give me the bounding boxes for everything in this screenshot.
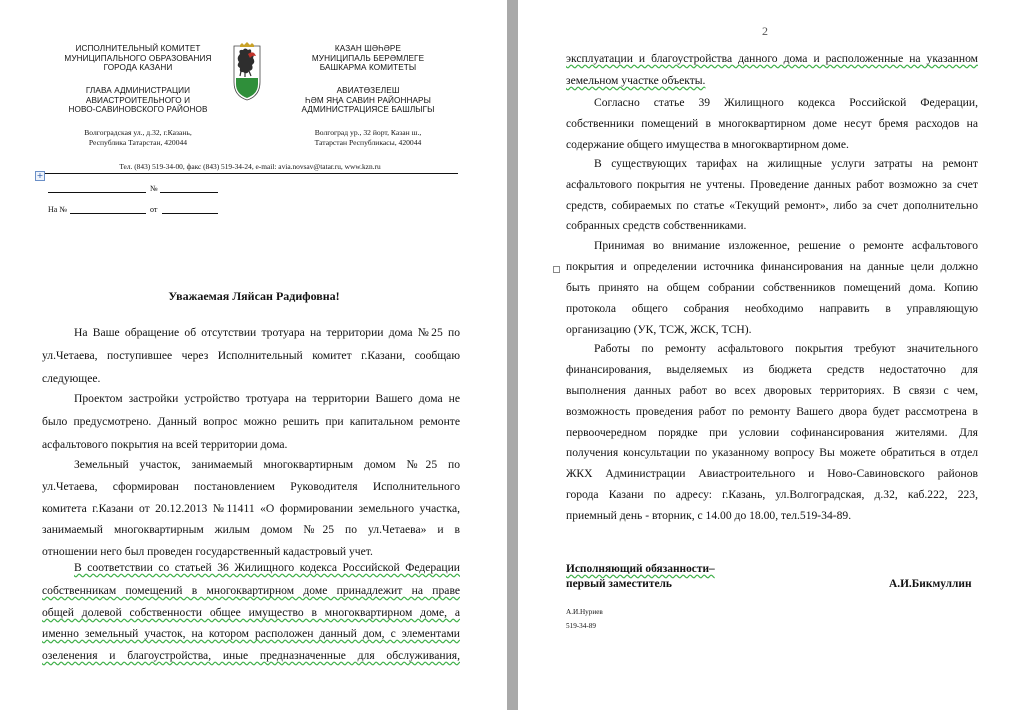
body-line-text: занимаемый многоквартирным жилым домом №25 по ул.Четаева» и в xyxy=(42,523,460,536)
body-line xyxy=(566,52,978,66)
body-line xyxy=(74,392,460,406)
body-line xyxy=(566,178,978,192)
header-right-address-line1: Волгоград ур., 32 йорт, Казан ш., xyxy=(314,128,422,137)
header-left-head-line1: ГЛАВА АДМИНИСТРАЦИИ xyxy=(85,86,191,95)
body-line-text: Земельный участок, занимаемый многоквартирным домом №25 по xyxy=(74,458,460,471)
reg-date-blank xyxy=(48,192,146,193)
body-line xyxy=(566,405,978,419)
body-line-text: содержание общего имущества в многоквартирном доме. xyxy=(566,138,849,151)
header-right-head-line1: АВИАТӨЗЕЛЕШ xyxy=(336,86,400,95)
header-left-address xyxy=(58,128,218,147)
body-line-text: Согласно статье 39 Жилищного кодекса Российской Федерации, xyxy=(594,96,978,109)
signature-title-text-1: Исполняющий обязанности– xyxy=(566,563,715,575)
body-line-text: асфальтового покрытия на всей территории дома. xyxy=(42,438,288,451)
body-line-text: асфальтового покрытия не учтены. Проведение данных работ возможно за счет xyxy=(566,178,978,191)
executor-name: А.И.Нуриев xyxy=(566,608,603,616)
body-line-text: именно земельный участок, на котором расположен данный дом, с элементами xyxy=(42,627,460,640)
body-line-text: протокола общего собрания необходимо направить в управляющую xyxy=(566,302,978,315)
greeting: Уважаемая Ляйсан Радифовна! xyxy=(168,289,340,303)
body-line xyxy=(42,627,460,641)
body-line-text: города Казани по адресу: г.Казань, ул.Волгоградская, д.32, каб.222, 223, xyxy=(566,488,978,501)
header-left-head xyxy=(58,86,218,115)
body-line xyxy=(566,219,746,233)
body-line-text: собственники помещений в многоквартирном доме несут бремя расходов на xyxy=(566,117,978,130)
header-left-org-line1: ИСПОЛНИТЕЛЬНЫЙ КОМИТЕТ xyxy=(75,44,201,53)
header-right-org-line3: БАШКАРМА КОМИТЕТЫ xyxy=(319,63,417,73)
header-left-head-line3: НОВО-САВИНОВСКОГО РАЙОНОВ xyxy=(68,105,208,115)
body-line xyxy=(566,467,978,481)
body-line-text: приемный день - вторник, с 14.00 до 18.00, тел.519-34-89. xyxy=(566,509,852,522)
body-line-text: озеленения и благоустройства, иные предназначенные для обслуживания, xyxy=(42,649,460,662)
body-line-text: первоочередном порядке при условии софинансирования жителями. Для xyxy=(566,426,978,439)
executor-phone: 519-34-89 xyxy=(566,622,596,630)
kazan-coat-of-arms-icon xyxy=(228,42,266,102)
body-line xyxy=(566,117,978,131)
body-line-text: Проектом застройки устройство тротуара на территории Вашего дома не xyxy=(74,392,460,405)
header-right-address xyxy=(282,128,454,147)
body-line-text: эксплуатации и благоустройства данного дома и расположенные на указанном xyxy=(566,52,978,65)
body-line xyxy=(74,326,460,340)
header-right-org-line2: МУНИЦИПАЛЬ БЕРӘМЛЕГЕ xyxy=(311,53,425,63)
body-line xyxy=(594,96,978,110)
body-line xyxy=(42,584,460,598)
reply-date-label: от xyxy=(150,205,158,214)
body-line-text: финансирования, выделяемых из бюджета средств недостаточно для xyxy=(566,363,978,376)
body-line xyxy=(566,199,978,213)
body-line xyxy=(566,363,978,377)
reg-number-blank xyxy=(160,192,218,193)
body-line xyxy=(74,561,460,575)
body-line-text: выполнения данных работ во всех дворовых территориях. В связи с чем, xyxy=(566,384,978,397)
header-left-address-line1: Волгоградская ул., д.32, г.Казань, xyxy=(84,128,192,137)
reg-number-label: № xyxy=(150,184,158,193)
body-line-text: организацию (УК, ТСЖ, ЖСК, ТСН). xyxy=(566,323,752,336)
body-line-text: В существующих тарифах на жилищные услуги затраты на ремонт xyxy=(594,157,978,170)
body-line xyxy=(42,438,287,452)
body-line xyxy=(566,260,978,274)
body-line-text: ул.Четаева, сформирован постановлением Руководителя Исполнительного xyxy=(42,480,460,493)
document-page-1 xyxy=(0,0,507,710)
body-line-text: Работы по ремонту асфальтового покрытия требуют значительного xyxy=(594,342,978,355)
body-line-text: земельном участке объекты. xyxy=(566,74,706,87)
body-line xyxy=(42,606,460,620)
body-line-text: покрытия и определении источника финансирования на данные цели должно xyxy=(566,260,978,273)
body-line-text: В соответствии со статьей 36 Жилищного кодекса Российской Федерации xyxy=(74,561,460,574)
body-line xyxy=(566,426,978,440)
paragraph-mark-icon xyxy=(553,266,560,273)
header-right-org xyxy=(282,44,454,73)
reply-to-number-label: На № xyxy=(48,205,67,214)
header-right-head-line2: ҺӘМ ЯҢА САВИН РАЙОННАРЫ xyxy=(305,95,431,105)
body-line xyxy=(566,281,978,295)
body-line xyxy=(42,372,100,386)
signature-title-line2: первый заместитель xyxy=(566,578,672,590)
body-line-text: собранных средств собственниками. xyxy=(566,219,747,232)
body-line xyxy=(566,138,849,152)
header-left-org-line3: ГОРОДА КАЗАНИ xyxy=(103,63,173,73)
body-line xyxy=(42,502,460,516)
body-line xyxy=(594,239,978,253)
body-line xyxy=(566,384,978,398)
page-number: 2 xyxy=(762,24,768,38)
body-line-text: было предусмотрено. Данный вопрос можно решить при капитальном ремонте xyxy=(42,415,460,428)
signature-name: А.И.Бикмуллин xyxy=(889,578,972,590)
body-line-text: отношении него был проведен государственный кадастровый учет. xyxy=(42,545,373,558)
body-line xyxy=(42,415,460,429)
body-line xyxy=(42,523,460,537)
header-right-head xyxy=(282,86,454,115)
table-move-handle-icon[interactable]: + xyxy=(36,171,44,180)
header-left-address-line2: Республика Татарстан, 420044 xyxy=(88,137,188,147)
body-line xyxy=(42,349,460,363)
body-line-text: общей долевой собственности общее имущество в многоквартирном доме, а xyxy=(42,606,460,619)
body-line-text: комитета г.Казани от 20.12.2013 №11411 «О формировании земельного участка, xyxy=(42,502,460,515)
body-line xyxy=(566,323,752,337)
body-line-text: средств, собираемых по статье «Текущий ремонт», либо за счет дополнительно xyxy=(566,199,978,212)
body-line-text: получения консультации по указанному вопросу Вы можете обратиться в отдел xyxy=(566,446,978,459)
body-line xyxy=(42,480,460,494)
body-line-text: На Ваше обращение об отсутствии тротуара на территории дома №25 по xyxy=(74,326,460,339)
header-contacts: Тел. (843) 519-34-00, факс (843) 519-34-24, e-mail: avia.novsav@tatar.ru, www.kzn.ru xyxy=(119,162,381,171)
body-line xyxy=(566,302,978,316)
header-divider xyxy=(40,173,458,174)
body-line-text: Принимая во внимание изложенное, решение о ремонте асфальтового xyxy=(594,239,978,252)
body-line-text: возможность проведения работ по ремонту Вашего двора будет рассмотрена в xyxy=(566,405,978,418)
body-line xyxy=(566,446,978,460)
body-line xyxy=(566,509,851,523)
reply-to-number-blank xyxy=(70,213,146,214)
header-right-org-line1: КАЗАН ШӘҺӘРЕ xyxy=(334,44,402,53)
body-line-text: следующее. xyxy=(42,372,101,385)
body-line-text: быть принято на общем собрании собственников помещений дома. Копию xyxy=(566,281,978,294)
header-right-address-line2: Татарстан Республикасы, 420044 xyxy=(314,137,422,147)
header-left-org-line2: МУНИЦИПАЛЬНОГО ОБРАЗОВАНИЯ xyxy=(64,53,212,63)
body-line-text: ЖКХ Администрации Авиастроительного и Ново-Савиновского районов xyxy=(566,467,978,480)
body-line xyxy=(594,157,978,171)
reply-date-blank xyxy=(162,213,218,214)
header-right-head-line3: АДМИНИСТРАЦИЯСЕ БАШЛЫГЫ xyxy=(301,105,435,115)
body-line xyxy=(42,545,373,559)
signature-title-line1 xyxy=(566,563,715,575)
body-line xyxy=(42,649,460,663)
body-line-text: ул.Четаева, поступившее через Исполнительный комитет г.Казани, сообщаю xyxy=(42,349,460,362)
body-line xyxy=(566,74,705,88)
header-left-head-line2: АВИАСТРОИТЕЛЬНОГО И xyxy=(85,95,191,105)
header-left-org xyxy=(58,44,218,73)
body-line xyxy=(566,488,978,502)
body-line-text: собственникам помещений в многоквартирном доме принадлежит на праве xyxy=(42,584,460,597)
body-line xyxy=(74,458,460,472)
document-page-2 xyxy=(518,0,1024,710)
body-line xyxy=(594,342,978,356)
